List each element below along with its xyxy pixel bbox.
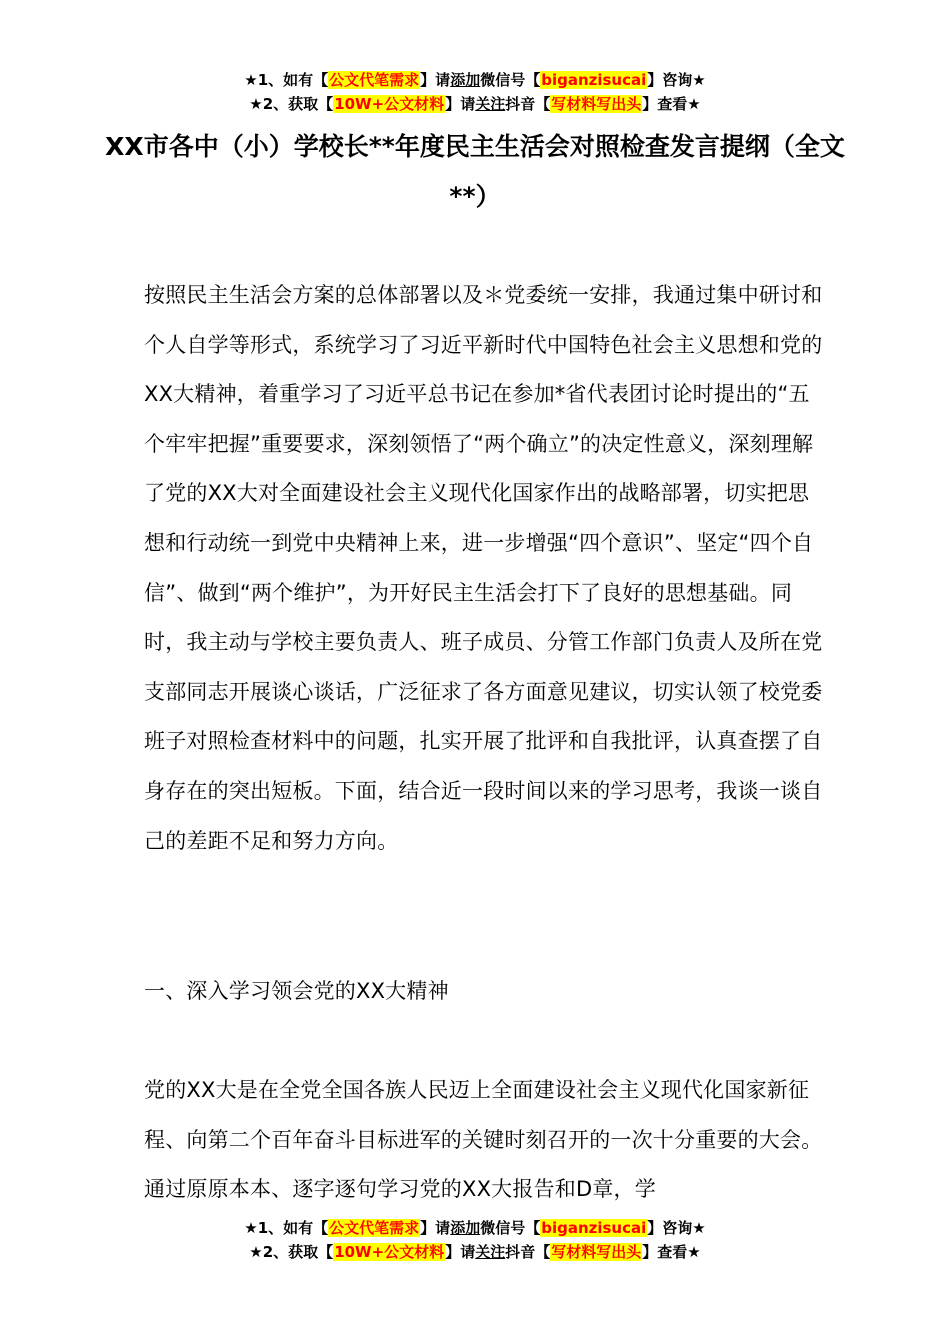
banner-text: 微信号【 [480, 71, 541, 89]
banner-highlight: 公文代笔需求 [329, 1219, 420, 1237]
banner-text: ★1、如有【 [244, 71, 329, 89]
document-title: XX市各中（小）学校长**年度民主生活会对照检查发言提纲（全文**） [105, 132, 845, 211]
banner-underlined-text: 添加 [450, 71, 481, 89]
banner-text: 】查看★ [642, 95, 701, 113]
banner-highlight: 公文代笔需求 [329, 71, 420, 89]
banner-text: ★1、如有【 [244, 1219, 329, 1237]
banner-line-2 [0, 1240, 950, 1264]
banner-highlight: biganzisucai [541, 71, 647, 89]
banner-highlight: 写材料写出头 [551, 1243, 642, 1261]
banner-highlight: biganzisucai [541, 1219, 647, 1237]
top-banner [0, 68, 950, 116]
banner-text: ★2、获取【 [249, 1243, 334, 1261]
banner-line-1 [0, 1216, 950, 1240]
banner-highlight: 10W+公文材料 [334, 95, 445, 113]
banner-text: 抖音【 [505, 1243, 551, 1261]
bottom-banner [0, 1216, 950, 1264]
banner-text: 抖音【 [505, 95, 551, 113]
banner-text: 】请 [420, 1219, 451, 1237]
banner-underlined-text: 关注 [475, 95, 506, 113]
banner-highlight: 10W+公文材料 [334, 1243, 445, 1261]
banner-highlight: 写材料写出头 [551, 95, 642, 113]
banner-line-2 [0, 92, 950, 116]
banner-text: 】请 [420, 71, 451, 89]
banner-text: 】咨询★ [647, 1219, 706, 1237]
paragraph-section-1 [144, 1066, 830, 1214]
banner-text: ★2、获取【 [249, 95, 334, 113]
paragraph-intro: 按照民主生活会方案的总体部署以及＊党委统一安排，我通过集中研讨和个人自学等形式，系统学习了习近平新时代中国特色社会主义思想和党的XX大精神，着重学习了习近平总书记在参加*省代表团讨论时提出的“五个牢牢把握”重要要求，深刻领悟了“两个确立”的决定性意义，深刻理解了党的XX大对全面建设社会主义现代化国家作出的战略部署，切实把思想和行动统一到党中央精神上来，进一步增强“四个意识”、坚定“四个自信”、做到“两个维护”，为开好民主生活会打下了良好的思想基础。同时，我主动与学校主要负责人、班子成员、分管工作部门负责人及所在党支部同志开展谈心谈话，广泛征求了各方面意见建议，切实认领了校党委班子对照检查材料中的问题，扎实开展了批评和自我批评，认真查摆了自身存在的突出短板。下面，结合近一段时间以来的学习思考，我谈一谈自己的差距不足和努力方向。 [144, 283, 823, 853]
banner-line-1 [0, 68, 950, 92]
banner-underlined-text: 添加 [450, 1219, 481, 1237]
banner-text: 】查看★ [642, 1243, 701, 1261]
banner-text: 】咨询★ [647, 71, 706, 89]
section-heading-1: 一、深入学习领会党的XX大精神 [144, 979, 449, 1003]
paragraph-section-1-text: 党的XX大是在全党全国各族人民迈上全面建设社会主义现代化国家新征程、向第二个百年奋斗目标进军的关键时刻召开的一次十分重要的大会。通过原原本本、逐字逐句学习党的XX大报告和D章，学 [144, 1078, 823, 1202]
banner-underlined-text: 关注 [475, 1243, 506, 1261]
banner-text: 】请 [445, 1243, 476, 1261]
banner-text: 微信号【 [480, 1219, 541, 1237]
banner-text: 】请 [445, 95, 476, 113]
